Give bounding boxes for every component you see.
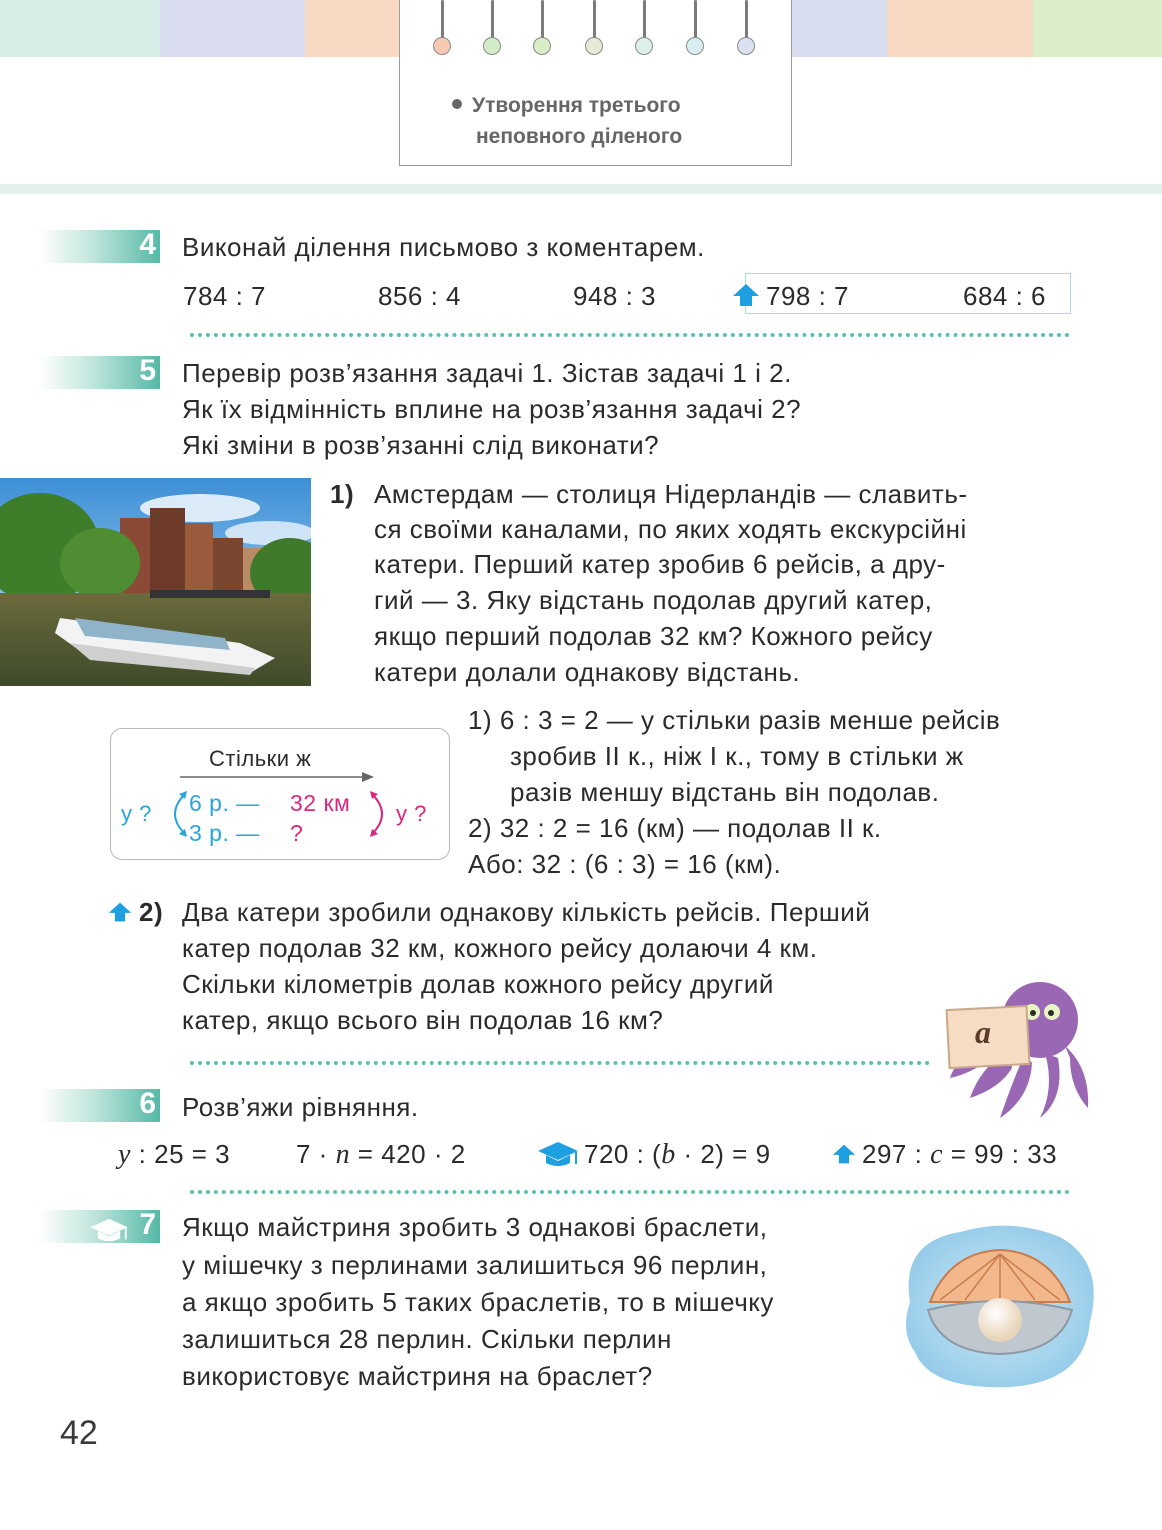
task5-line: Перевір розв’язання задачі 1. Зістав задачі 1 і 2. bbox=[182, 358, 792, 388]
equation: 720 : (b · 2) = 9 bbox=[584, 1139, 771, 1170]
problem2-line: катер подолав 32 км, кожного рейсу долаючи 4 км. bbox=[182, 933, 818, 963]
task4-expression: 784 : 7 bbox=[183, 281, 267, 311]
graduation-cap-icon bbox=[88, 1217, 130, 1243]
spiral-ring bbox=[584, 0, 604, 58]
task-number-tab: 5 bbox=[40, 356, 160, 389]
scheme-row1-left: 6 р. — bbox=[189, 790, 260, 816]
task7-line: у мішечку з перлинами залишиться 96 перлин, bbox=[182, 1250, 768, 1280]
amsterdam-canal-photo bbox=[0, 478, 311, 686]
task7-line: використовує майстриня на браслет? bbox=[182, 1361, 653, 1391]
arrow-right-icon bbox=[180, 770, 375, 784]
spiral-ring bbox=[685, 0, 705, 58]
problem1-line: катери. Перший катер зробив 6 рейсів, а дру- bbox=[374, 549, 946, 579]
spiral-ring bbox=[432, 0, 452, 58]
header-band bbox=[1033, 0, 1162, 57]
header-band bbox=[305, 0, 400, 57]
task4-expression: 948 : 3 bbox=[573, 281, 657, 311]
problem2-line: Два катери зробили однакову кількість рейсів. Перший bbox=[182, 897, 871, 927]
scheme-right-label: у ? bbox=[396, 801, 427, 826]
spiral-ring bbox=[736, 0, 756, 58]
equation: 297 : c = 99 : 33 bbox=[862, 1139, 1058, 1170]
spiral-ring bbox=[532, 0, 552, 58]
problem1-line: Амстердам — столиця Нідерландів — славить- bbox=[374, 479, 968, 509]
scheme-top-label: Стільки ж bbox=[209, 746, 312, 771]
graduation-cap-icon bbox=[536, 1140, 580, 1168]
up-arrow-icon bbox=[108, 901, 132, 923]
up-arrow-icon bbox=[832, 1143, 856, 1165]
problem2-label: 2) bbox=[139, 897, 164, 927]
header-divider bbox=[0, 184, 1162, 194]
octopus-illustration bbox=[940, 978, 1092, 1123]
problem1-line: гий — 3. Яку відстань подолав другий катер, bbox=[374, 585, 933, 615]
solution-line: Або: 32 : (6 : 3) = 16 (км). bbox=[468, 849, 782, 879]
pearl-shell-illustration bbox=[900, 1222, 1100, 1392]
task4-expression: 798 : 7 bbox=[766, 281, 850, 311]
curved-arrow-icon bbox=[163, 788, 189, 840]
scheme-row1-right: 32 км bbox=[290, 790, 351, 816]
solution-line: разів меншу відстань він подолав. bbox=[510, 777, 940, 807]
scheme-row2-left: 3 р. — bbox=[189, 820, 260, 846]
header-band bbox=[887, 0, 1033, 57]
problem1-line: ся своїми каналами, по яких ходять екскурсійні bbox=[374, 514, 967, 544]
solution-line: 1) 6 : 3 = 2 — у стільки разів менше рейсів bbox=[468, 705, 1001, 735]
problem1-line: якщо перший подолав 32 км? Кожного рейсу bbox=[374, 621, 933, 651]
up-arrow-icon bbox=[732, 283, 760, 307]
solution-line: зробив ІІ к., ніж І к., тому в стільки ж bbox=[510, 741, 964, 771]
header-band bbox=[160, 0, 305, 57]
task7-line: Якщо майстриня зробить 3 однакові браслети, bbox=[182, 1212, 768, 1242]
problem1-line: катери долали однакову відстань. bbox=[374, 657, 801, 687]
problem2-line: катер, якщо всього він подолав 16 км? bbox=[182, 1005, 664, 1035]
task7-line: залишиться 28 перлин. Скільки перлин bbox=[182, 1324, 672, 1354]
task-number-tab: 7 bbox=[40, 1210, 160, 1243]
task4-instruction: Виконай ділення письмово з коментарем. bbox=[182, 232, 705, 262]
topic-title: Утворення третього неповного діленого bbox=[452, 90, 682, 152]
task4-expression: 856 : 4 bbox=[378, 281, 462, 311]
solution-line: 2) 32 : 2 = 16 (км) — подолав ІІ к. bbox=[468, 813, 882, 843]
problem1-label: 1) bbox=[330, 479, 355, 509]
equation: y : 25 = 3 bbox=[118, 1139, 231, 1170]
curved-arrow-icon bbox=[368, 788, 394, 840]
dotted-separator bbox=[190, 333, 1070, 337]
scheme-row2-right: ? bbox=[290, 820, 304, 846]
dotted-separator bbox=[190, 1061, 930, 1065]
header-band bbox=[790, 0, 887, 57]
task5-line: Які зміни в розв’язанні слід виконати? bbox=[182, 430, 660, 460]
task5-line: Як їх відмінність вплине на розв’язання задачі 2? bbox=[182, 394, 802, 424]
task-number-tab: 4 bbox=[40, 230, 160, 263]
dotted-separator bbox=[190, 1190, 1070, 1194]
spiral-ring bbox=[482, 0, 502, 58]
bullet-icon bbox=[452, 99, 462, 109]
header-band bbox=[0, 0, 160, 57]
task6-instruction: Розв’яжи рівняння. bbox=[182, 1092, 419, 1122]
octopus-card-letter: a bbox=[975, 1014, 992, 1050]
page-number: 42 bbox=[60, 1414, 98, 1452]
scheme-left-label: у ? bbox=[121, 801, 152, 826]
problem2-line: Скільки кілометрів долав кожного рейсу другий bbox=[182, 969, 774, 999]
equation: 7 · n = 420 · 2 bbox=[296, 1139, 466, 1170]
task-number-tab: 6 bbox=[40, 1089, 160, 1122]
task4-expression: 684 : 6 bbox=[963, 281, 1047, 311]
task7-line: а якщо зробить 5 таких браслетів, то в мішечку bbox=[182, 1287, 774, 1317]
spiral-ring bbox=[634, 0, 654, 58]
